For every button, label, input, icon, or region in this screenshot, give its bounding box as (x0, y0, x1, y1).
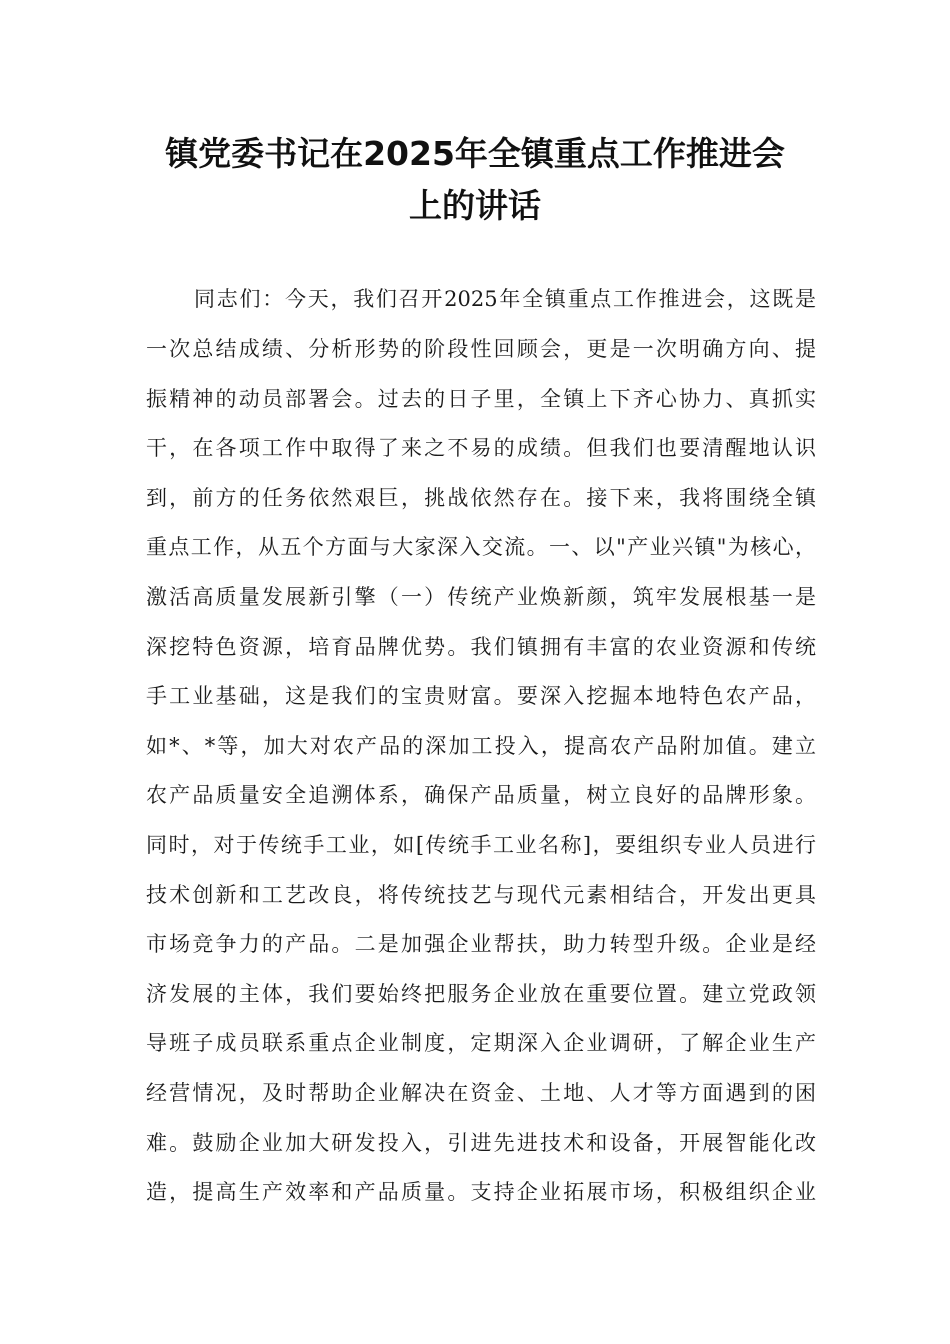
body-line: 农产品质量安全追溯体系，确保产品质量，树立良好的品牌形象。 (146, 783, 816, 807)
body-line: 手工业基础，这是我们的宝贵财富。要深入挖掘本地特色农产品， (146, 684, 816, 708)
body-line: 市场竞争力的产品。二是加强企业帮扶，助力转型升级。企业是经 (146, 932, 816, 956)
body-line: 造，提高生产效率和产品质量。支持企业拓展市场，积极组织企业 (146, 1180, 816, 1204)
body-line: 难。鼓励企业加大研发投入，引进先进技术和设备，开展智能化改 (146, 1131, 816, 1155)
body-line: 济发展的主体，我们要始终把服务企业放在重要位置。建立党政领 (146, 982, 816, 1006)
body-line: 到，前方的任务依然艰巨，挑战依然存在。接下来，我将围绕全镇 (146, 486, 816, 510)
title-line-1: 镇党委书记在2025年全镇重点工作推进会 (165, 134, 785, 173)
body-line: 如*、*等，加大对农产品的深加工投入，提高农产品附加值。建立 (146, 734, 816, 758)
body-line: 激活高质量发展新引擎（一）传统产业焕新颜，筑牢发展根基一是 (146, 585, 816, 609)
body-line: 一次总结成绩、分析形势的阶段性回顾会，更是一次明确方向、提 (146, 337, 816, 361)
title-line-2: 上的讲话 (409, 186, 541, 225)
body-line: 深挖特色资源，培育品牌优势。我们镇拥有丰富的农业资源和传统 (146, 635, 816, 659)
body-line: 同时，对于传统手工业，如[传统手工业名称]，要组织专业人员进行 (146, 833, 816, 857)
body-line: 干，在各项工作中取得了来之不易的成绩。但我们也要清醒地认识 (146, 436, 816, 460)
body-line: 经营情况，及时帮助企业解决在资金、土地、人才等方面遇到的困 (146, 1081, 816, 1105)
body-line: 振精神的动员部署会。过去的日子里，全镇上下齐心协力、真抓实 (146, 387, 816, 411)
body-line: 技术创新和工艺改良，将传统技艺与现代元素相结合，开发出更具 (146, 883, 816, 907)
body-line: 导班子成员联系重点企业制度，定期深入企业调研，了解企业生产 (146, 1031, 816, 1055)
body-line: 重点工作，从五个方面与大家深入交流。一、以"产业兴镇"为核心， (146, 535, 816, 559)
document-title (0, 128, 950, 232)
body-line: 同志们：今天，我们召开2025年全镇重点工作推进会，这既是 (194, 287, 816, 311)
